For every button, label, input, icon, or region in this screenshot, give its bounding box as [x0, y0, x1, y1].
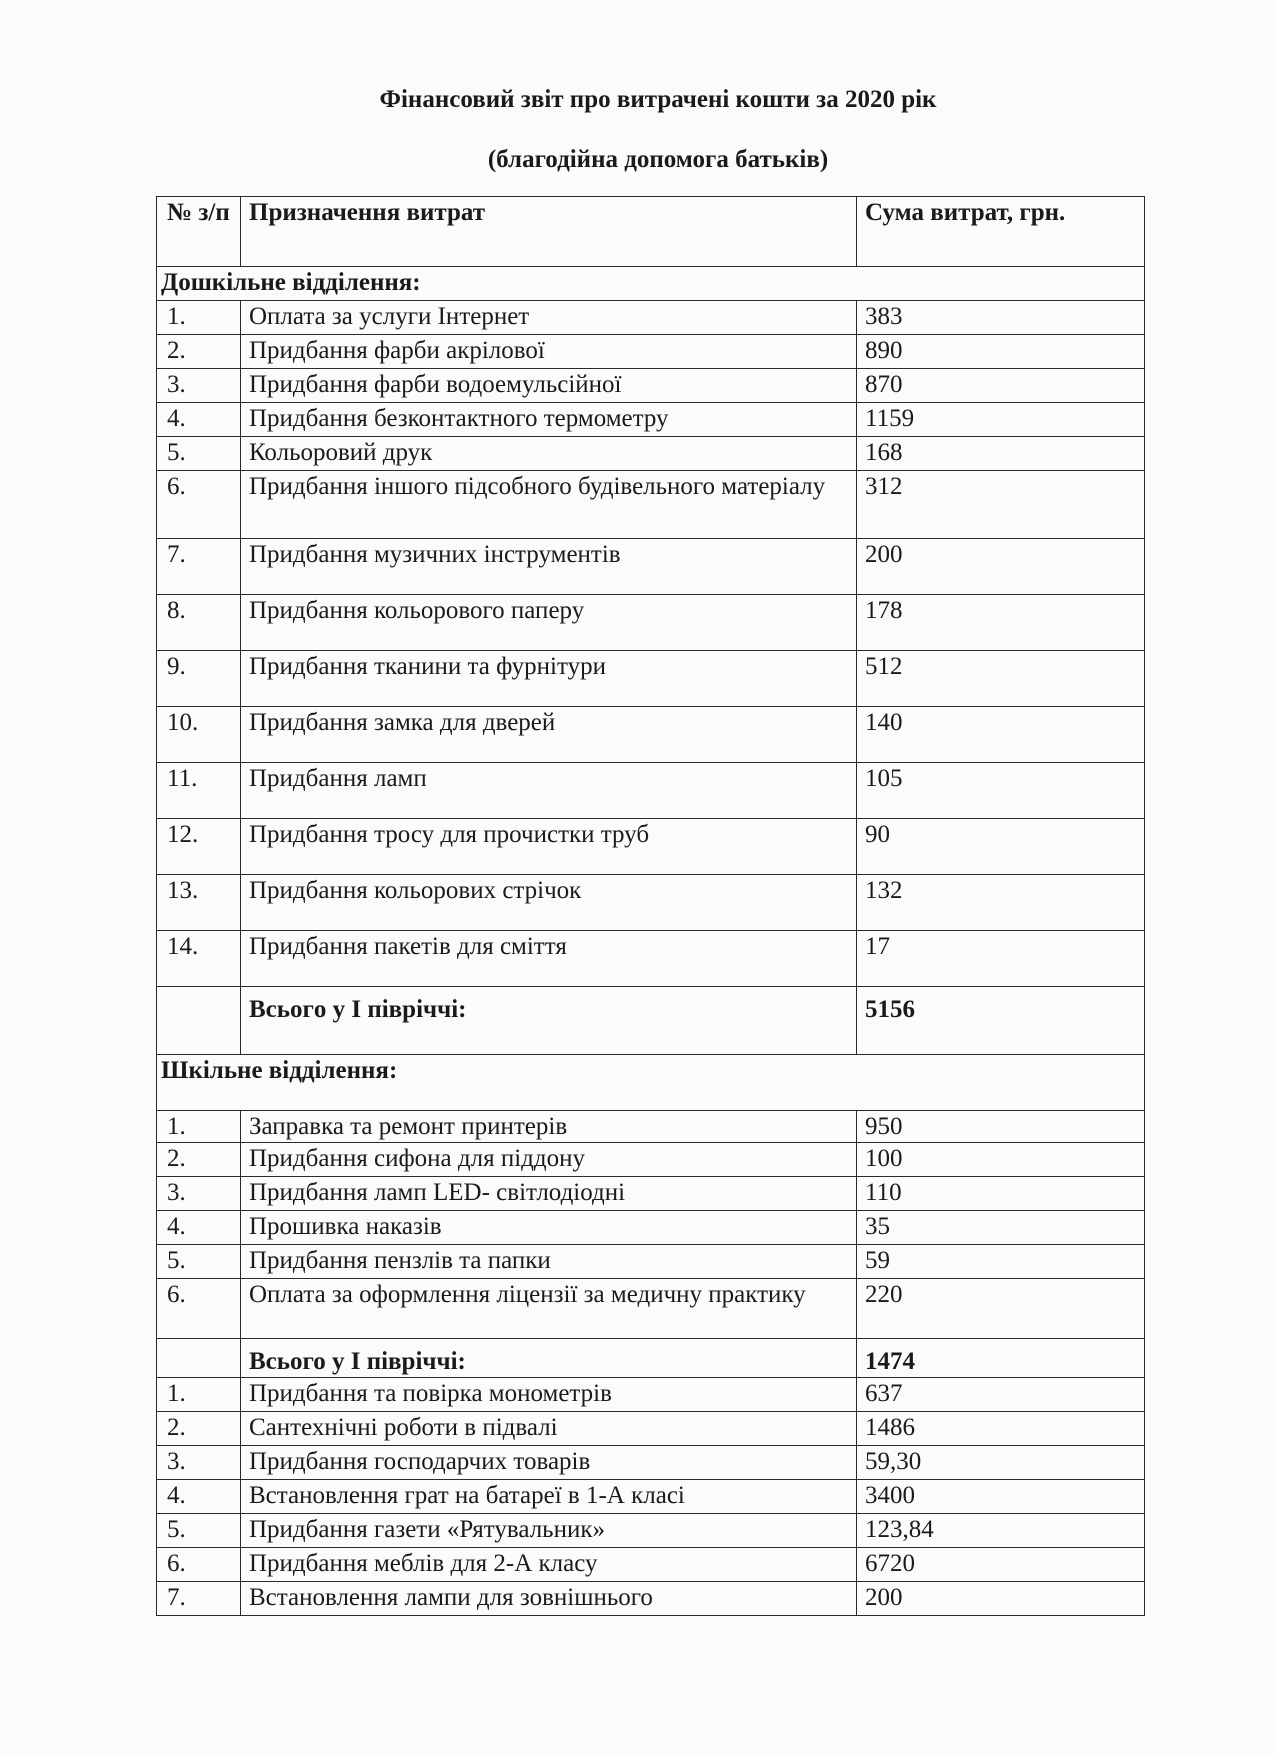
header-amount: Сума витрат, грн. [857, 197, 1145, 267]
row-amount: 220 [857, 1279, 1145, 1339]
table-row [157, 1143, 1145, 1177]
row-number: 2. [157, 1143, 241, 1177]
row-number: 14. [157, 931, 241, 987]
row-purpose: Придбання кольорових стрічок [241, 875, 857, 931]
row-number: 5. [157, 437, 241, 471]
row-purpose: Придбання меблів для 2-А класу [241, 1548, 857, 1582]
row-amount: 200 [857, 539, 1145, 595]
row-purpose: Придбання сифона для піддону [241, 1143, 857, 1177]
row-amount: 35 [857, 1211, 1145, 1245]
row-purpose: Встановлення грат на батареї в 1-А класі [241, 1480, 857, 1514]
row-amount: 100 [857, 1143, 1145, 1177]
row-amount: 110 [857, 1177, 1145, 1211]
row-purpose: Всьогo у І півріччі: [241, 987, 857, 1055]
row-purpose: Придбання музичних інструментів [241, 539, 857, 595]
table-row [157, 471, 1145, 539]
row-purpose: Придбання фарби акрілової [241, 335, 857, 369]
row-number [157, 987, 241, 1055]
table-row [157, 369, 1145, 403]
row-number: 9. [157, 651, 241, 707]
row-amount: 890 [857, 335, 1145, 369]
table-row [157, 1245, 1145, 1279]
table-row [157, 763, 1145, 819]
row-number: 12. [157, 819, 241, 875]
row-number: 4. [157, 1211, 241, 1245]
row-purpose: Придбання газети «Рятувальник» [241, 1514, 857, 1548]
table-row [157, 595, 1145, 651]
table-row [157, 1582, 1145, 1616]
row-number: 6. [157, 471, 241, 539]
table-row [157, 819, 1145, 875]
row-amount: 383 [857, 301, 1145, 335]
table-row [157, 437, 1145, 471]
row-amount: 17 [857, 931, 1145, 987]
row-number: 7. [157, 539, 241, 595]
total-row [157, 987, 1145, 1055]
table-row [157, 651, 1145, 707]
row-purpose: Кольоровий друк [241, 437, 857, 471]
row-purpose: Придбання тросу для прочистки труб [241, 819, 857, 875]
row-number: 1. [157, 1378, 241, 1412]
row-amount: 3400 [857, 1480, 1145, 1514]
header-num: № з/п [157, 197, 241, 267]
row-purpose: Придбання та повірка монометрів [241, 1378, 857, 1412]
row-purpose: Прошивка наказів [241, 1211, 857, 1245]
row-amount: 59 [857, 1245, 1145, 1279]
row-number: 2. [157, 1412, 241, 1446]
row-number: 6. [157, 1548, 241, 1582]
row-purpose: Придбання фарби водоемульсійної [241, 369, 857, 403]
row-amount: 90 [857, 819, 1145, 875]
table-row [157, 1446, 1145, 1480]
row-purpose: Встановлення лампи для зовнішнього [241, 1582, 857, 1616]
row-number: 7. [157, 1582, 241, 1616]
report-subtitle: (благодійна допомога батьків) [487, 146, 829, 173]
row-number: 1. [157, 1111, 241, 1143]
row-number: 6. [157, 1279, 241, 1339]
row-amount: 6720 [857, 1548, 1145, 1582]
row-number: 10. [157, 707, 241, 763]
table-row [157, 403, 1145, 437]
row-amount: 168 [857, 437, 1145, 471]
row-purpose: Придбання кольорового паперу [241, 595, 857, 651]
row-number: 3. [157, 1177, 241, 1211]
row-number: 1. [157, 301, 241, 335]
expenses-table-body [157, 197, 1145, 1616]
row-amount: 512 [857, 651, 1145, 707]
row-amount: 1159 [857, 403, 1145, 437]
row-purpose: Придбання іншого підсобного будівельного матеріалу [241, 471, 857, 539]
section-label: Шкільне відділення: [157, 1055, 1145, 1111]
row-amount: 105 [857, 763, 1145, 819]
row-purpose: Придбання ламп LED- світлодіодні [241, 1177, 857, 1211]
row-number: 3. [157, 1446, 241, 1480]
row-amount: 59,30 [857, 1446, 1145, 1480]
row-purpose: Сантехнічні роботи в підвалі [241, 1412, 857, 1446]
row-purpose: Придбання пензлів та папки [241, 1245, 857, 1279]
row-purpose: Оплата за услуги Інтернет [241, 301, 857, 335]
row-purpose: Придбання тканини та фурнітури [241, 651, 857, 707]
row-amount: 637 [857, 1378, 1145, 1412]
section-row [157, 1055, 1145, 1111]
row-amount: 132 [857, 875, 1145, 931]
row-purpose: Оплата за оформлення ліцензії за медичну практику [241, 1279, 857, 1339]
table-row [157, 1514, 1145, 1548]
row-number: 8. [157, 595, 241, 651]
row-amount: 870 [857, 369, 1145, 403]
table-row [157, 1111, 1145, 1143]
row-number: 5. [157, 1514, 241, 1548]
row-purpose: Придбання пакетів для сміття [241, 931, 857, 987]
row-amount: 5156 [857, 987, 1145, 1055]
row-amount: 178 [857, 595, 1145, 651]
table-row [157, 1177, 1145, 1211]
row-purpose: Заправка та ремонт принтерів [241, 1111, 857, 1143]
table-row [157, 1378, 1145, 1412]
row-number: 2. [157, 335, 241, 369]
row-number: 11. [157, 763, 241, 819]
table-row [157, 335, 1145, 369]
row-number: 4. [157, 403, 241, 437]
row-purpose: Всього у І півріччі: [241, 1339, 857, 1378]
table-row [157, 539, 1145, 595]
row-purpose: Придбання замка для дверей [241, 707, 857, 763]
row-purpose: Придбання ламп [241, 763, 857, 819]
section-row [157, 267, 1145, 301]
table-row [157, 1211, 1145, 1245]
expenses-table [156, 196, 1145, 1616]
table-header-row [157, 197, 1145, 267]
table-row [157, 1279, 1145, 1339]
table-row [157, 1412, 1145, 1446]
header-purpose: Призначення витрат [241, 197, 857, 267]
table-row [157, 1480, 1145, 1514]
row-amount: 950 [857, 1111, 1145, 1143]
row-number: 13. [157, 875, 241, 931]
table-row [157, 875, 1145, 931]
row-purpose: Придбання безконтактного термометру [241, 403, 857, 437]
table-row [157, 301, 1145, 335]
row-amount: 140 [857, 707, 1145, 763]
table-row [157, 1548, 1145, 1582]
row-number: 5. [157, 1245, 241, 1279]
row-amount: 312 [857, 471, 1145, 539]
row-number: 4. [157, 1480, 241, 1514]
report-title: Фінансовий звіт про витрачені кошти за 2020 рік [379, 86, 937, 113]
row-amount: 123,84 [857, 1514, 1145, 1548]
total-row [157, 1339, 1145, 1378]
row-amount: 200 [857, 1582, 1145, 1616]
row-amount: 1474 [857, 1339, 1145, 1378]
row-number [157, 1339, 241, 1378]
row-number: 3. [157, 369, 241, 403]
row-purpose: Придбання господарчих товарів [241, 1446, 857, 1480]
row-amount: 1486 [857, 1412, 1145, 1446]
table-row [157, 931, 1145, 987]
section-label: Дошкільне відділення: [157, 267, 1145, 301]
table-row [157, 707, 1145, 763]
